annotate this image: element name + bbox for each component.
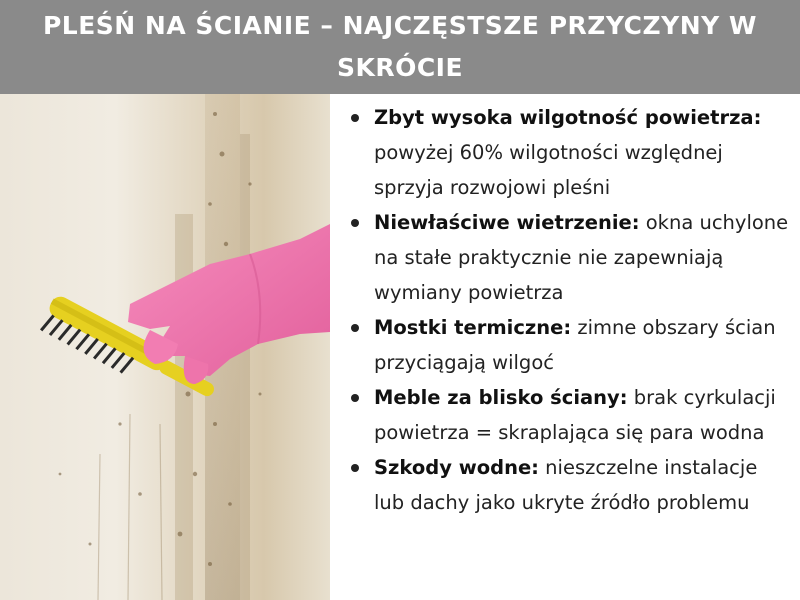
bullet-icon (351, 464, 359, 472)
item-text: nieszczelne instalacje lub dachy jako ukryte źródło problemu (374, 456, 758, 514)
moldy-wall-brush-icon (0, 94, 330, 600)
item-term: Meble za blisko ściany: (374, 386, 628, 409)
list-item (338, 380, 793, 450)
item-term: Szkody wodne: (374, 456, 539, 479)
item-text: okna uchylone na stałe praktycznie nie zapewniają wymiany powietrza (374, 211, 789, 304)
list-item (338, 205, 793, 310)
list-item (338, 450, 793, 520)
page-title: PLEŚŃ NA ŚCIANIE – NAJCZĘSTSZE PRZYCZYNY W SKRÓCIE (42, 11, 758, 82)
item-text: brak cyrkulacji powietrza = skraplająca się para wodna (374, 386, 776, 444)
bullet-icon (351, 394, 359, 402)
item-text: powyżej 60% wilgotności względnej sprzyja rozwojowi pleśni (374, 141, 723, 199)
item-term: Mostki termiczne: (374, 316, 572, 339)
bullet-icon (351, 324, 359, 332)
list-item (338, 310, 793, 380)
bullet-icon (351, 114, 359, 122)
list-item (338, 100, 793, 205)
bullet-icon (351, 219, 359, 227)
causes-list (338, 100, 793, 520)
item-term: Niewłaściwe wietrzenie: (374, 211, 640, 234)
moldy-wall-photo (0, 94, 330, 600)
item-text: zimne obszary ścian przyciągają wilgoć (374, 316, 776, 374)
item-term: Zbyt wysoka wilgotność powietrza: (374, 106, 762, 129)
header-bar (0, 0, 800, 94)
